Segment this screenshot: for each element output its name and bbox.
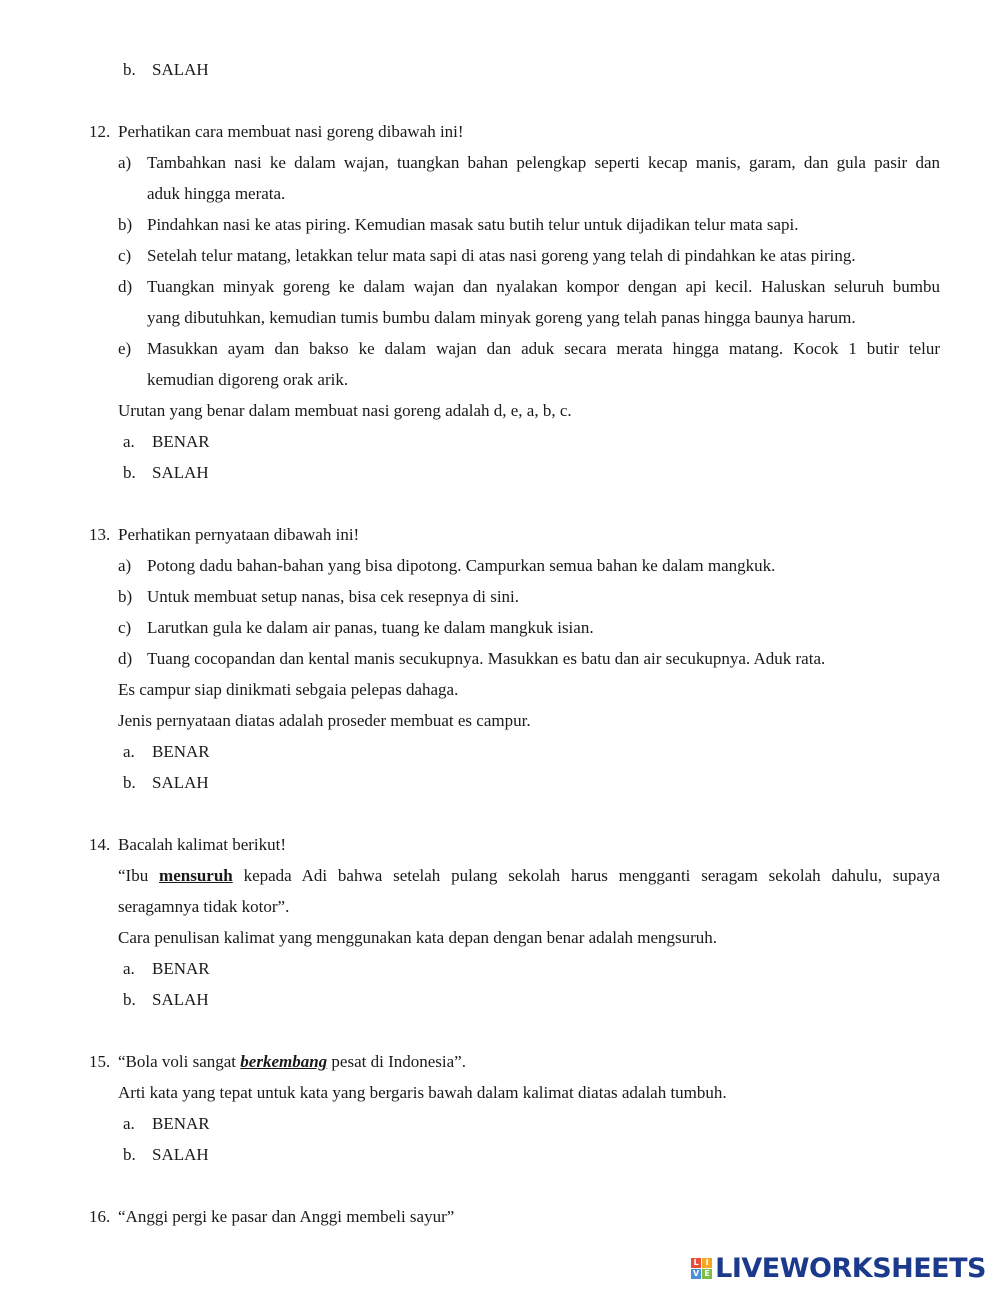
option-letter: a. (123, 959, 135, 978)
question-number: 16. (89, 1207, 111, 1226)
option-letter: b. (123, 1145, 136, 1164)
quote-before: “Bola voli sangat (118, 1052, 237, 1071)
step-text: Untuk membuat setup nanas, bisa cek resepnya di sini. (147, 587, 520, 606)
logo-letter: E (702, 1269, 712, 1279)
option-benar[interactable] (123, 742, 210, 762)
quote-rest: kepada Adi bahwa setelah pulang sekolah harus mengganti seragam sekolah dahulu, supaya (243, 866, 940, 885)
option-letter: b. (123, 463, 136, 482)
step-text-cont: aduk hingga merata. (147, 184, 286, 203)
option-benar[interactable] (123, 959, 210, 979)
option-letter: b. (123, 60, 136, 79)
option-text: BENAR (152, 742, 210, 761)
option-text: SALAH (152, 463, 209, 482)
option-letter: b. (123, 990, 136, 1009)
prev-option-b[interactable] (123, 60, 209, 80)
option-letter: a. (123, 742, 135, 761)
option-text: SALAH (152, 1145, 209, 1164)
step-text: Pindahkan nasi ke atas piring. Kemudian masak satu butih telur untuk dijadikan telur mata sapi. (147, 215, 799, 234)
step-label: e) (118, 339, 132, 358)
step-text: Tambahkan nasi ke dalam wajan, tuangkan bahan pelengkap seperti kecap manis, garam, dan gula pasir dan (147, 153, 940, 172)
step-label: b) (118, 587, 133, 606)
step-text: Larutkan gula ke dalam air panas, tuang ke dalam mangkuk isian. (147, 618, 594, 637)
option-salah[interactable] (123, 773, 209, 793)
question-closing: Es campur siap dinikmati sebgaia pelepas dahaga. (118, 680, 459, 699)
question-statement: Jenis pernyataan diatas adalah proseder membuat es campur. (118, 711, 531, 730)
brand-name: LIVEWORKSHEETS (715, 1253, 986, 1284)
question-statement: Cara penulisan kalimat yang menggunakan kata depan dengan benar adalah mengsuruh. (118, 928, 718, 947)
logo-letter: V (693, 1269, 700, 1278)
option-text: BENAR (152, 1114, 210, 1133)
question-number: 12. (89, 122, 111, 141)
underlined-keyword: mensuruh (159, 866, 233, 885)
step-text-cont: yang dibutuhkan, kemudian tumis bumbu dalam minyak goreng yang telah panas hingga baunya harum. (147, 308, 856, 327)
option-text: BENAR (152, 959, 210, 978)
option-salah[interactable] (123, 463, 209, 483)
question-prompt: Bacalah kalimat berikut! (118, 835, 287, 854)
option-salah[interactable] (123, 990, 209, 1010)
underlined-keyword: berkembang (240, 1052, 328, 1071)
option-text: SALAH (152, 773, 209, 792)
step-label: d) (118, 277, 133, 296)
step-text: Potong dadu bahan-bahan yang bisa dipotong. Campurkan semua bahan ke dalam mangkuk. (147, 556, 776, 575)
step-text: Tuangkan minyak goreng ke dalam wajan dan nyalakan kompor dengan api kecil. Haluskan seluruh bumbu (147, 277, 940, 296)
step-label: c) (118, 618, 132, 637)
question-prompt: Perhatikan cara membuat nasi goreng dibawah ini! (118, 122, 464, 141)
option-salah[interactable] (123, 1145, 209, 1165)
option-text: BENAR (152, 432, 210, 451)
option-letter: b. (123, 773, 136, 792)
step-label: c) (118, 246, 132, 265)
question-statement: Arti kata yang tepat untuk kata yang bergaris bawah dalam kalimat diatas adalah tumbuh. (118, 1083, 727, 1102)
option-text: SALAH (152, 60, 209, 79)
step-text-cont: kemudian digoreng orak arik. (147, 370, 349, 389)
option-letter: a. (123, 432, 135, 451)
step-text: Setelah telur matang, letakkan telur mata sapi di atas nasi goreng yang telah di pindahkan ke atas piring. (147, 246, 856, 265)
option-text: SALAH (152, 990, 209, 1009)
step-label: d) (118, 649, 133, 668)
step-text: Masukkan ayam dan bakso ke dalam wajan dan aduk secara merata hingga matang. Kocok 1 butir telur (147, 339, 940, 358)
step-label: a) (118, 556, 132, 575)
quote-line (118, 1052, 466, 1072)
question-number: 14. (89, 835, 111, 854)
option-letter: a. (123, 1114, 135, 1133)
quote-line-cont: seragamnya tidak kotor”. (118, 897, 290, 916)
logo-letter: I (702, 1258, 712, 1268)
quote-line (118, 866, 940, 886)
step-label: a) (118, 153, 132, 172)
logo-letter: L (691, 1258, 701, 1268)
option-benar[interactable] (123, 1114, 210, 1134)
quote-open: “Ibu (118, 866, 149, 885)
question-prompt: Perhatikan pernyataan dibawah ini! (118, 525, 360, 544)
liveworksheets-brand[interactable] (691, 1253, 986, 1284)
quote-after: pesat di Indonesia”. (331, 1052, 466, 1071)
question-number: 13. (89, 525, 111, 544)
quote-line: “Anggi pergi ke pasar dan Anggi membeli sayur” (118, 1207, 455, 1226)
liveworksheets-logo-icon (691, 1258, 712, 1279)
question-statement: Urutan yang benar dalam membuat nasi goreng adalah d, e, a, b, c. (118, 401, 572, 420)
step-text: Tuang cocopandan dan kental manis secukupnya. Masukkan es batu dan air secukupnya. Aduk rata. (147, 649, 826, 668)
question-number: 15. (89, 1052, 111, 1071)
step-label: b) (118, 215, 133, 234)
option-benar[interactable] (123, 432, 210, 452)
